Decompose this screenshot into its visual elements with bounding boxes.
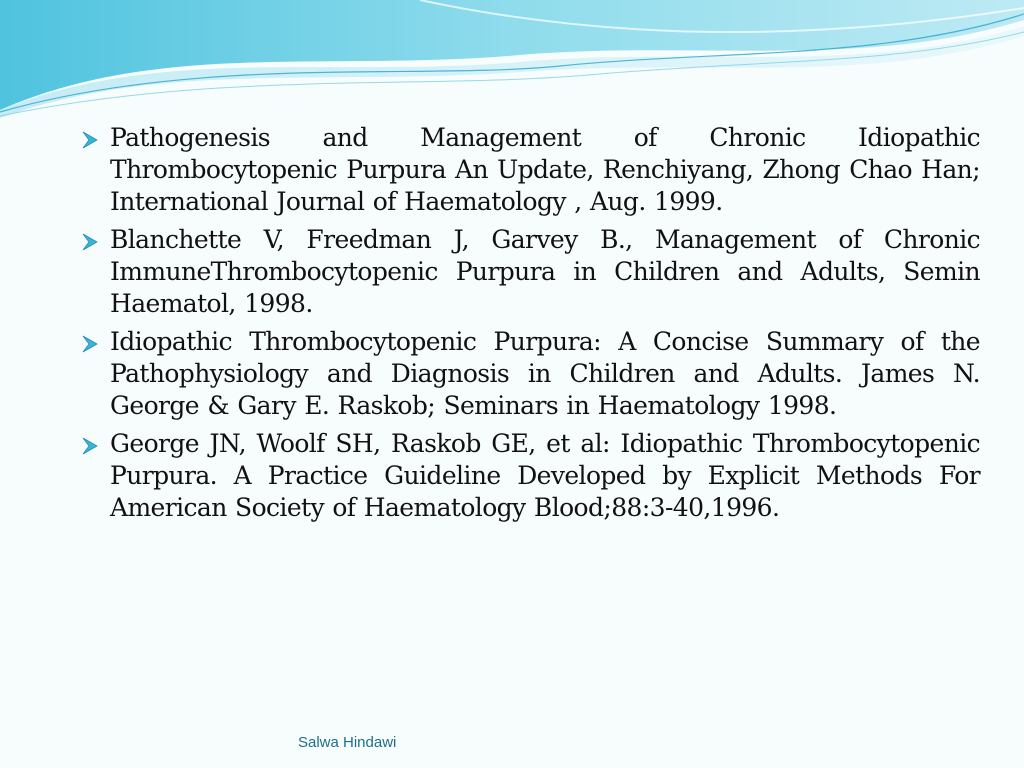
- arrow-bullet-icon: [80, 436, 100, 456]
- reference-list: [80, 122, 980, 524]
- list-item: [80, 326, 980, 422]
- header-wave-decoration: [0, 0, 1024, 130]
- reference-text: Idiopathic Thrombocytopenic Purpura: A Concise Summary of the Pathophysiology and Diagnosis in Children and Adults. James N. George & Gary E. Raskob; Seminars in Haematology 1998.: [110, 327, 980, 420]
- list-item: [80, 224, 980, 320]
- arrow-bullet-icon: [80, 232, 100, 252]
- arrow-bullet-icon: [80, 130, 100, 150]
- list-item: [80, 122, 980, 218]
- reference-text: George JN, Woolf SH, Raskob GE, et al: Idiopathic Thrombocytopenic Purpura. A Practice Guideline Developed by Explicit Methods For American Society of Haematology Blood;88:3-40,1996.: [110, 429, 980, 522]
- list-item: [80, 428, 980, 524]
- reference-text: Blanchette V, Freedman J, Garvey B., Management of Chronic ImmuneThrombocytopenic Purpura in Children and Adults, Semin Haematol, 1998.: [110, 225, 980, 318]
- slide-content: [80, 122, 980, 530]
- footer-author: Salwa Hindawi: [298, 734, 397, 751]
- reference-text: Pathogenesis and Management of Chronic Idiopathic Thrombocytopenic Purpura An Update, Renchiyang, Zhong Chao Han; International Journal of Haematology , Aug. 1999.: [110, 123, 980, 216]
- arrow-bullet-icon: [80, 334, 100, 354]
